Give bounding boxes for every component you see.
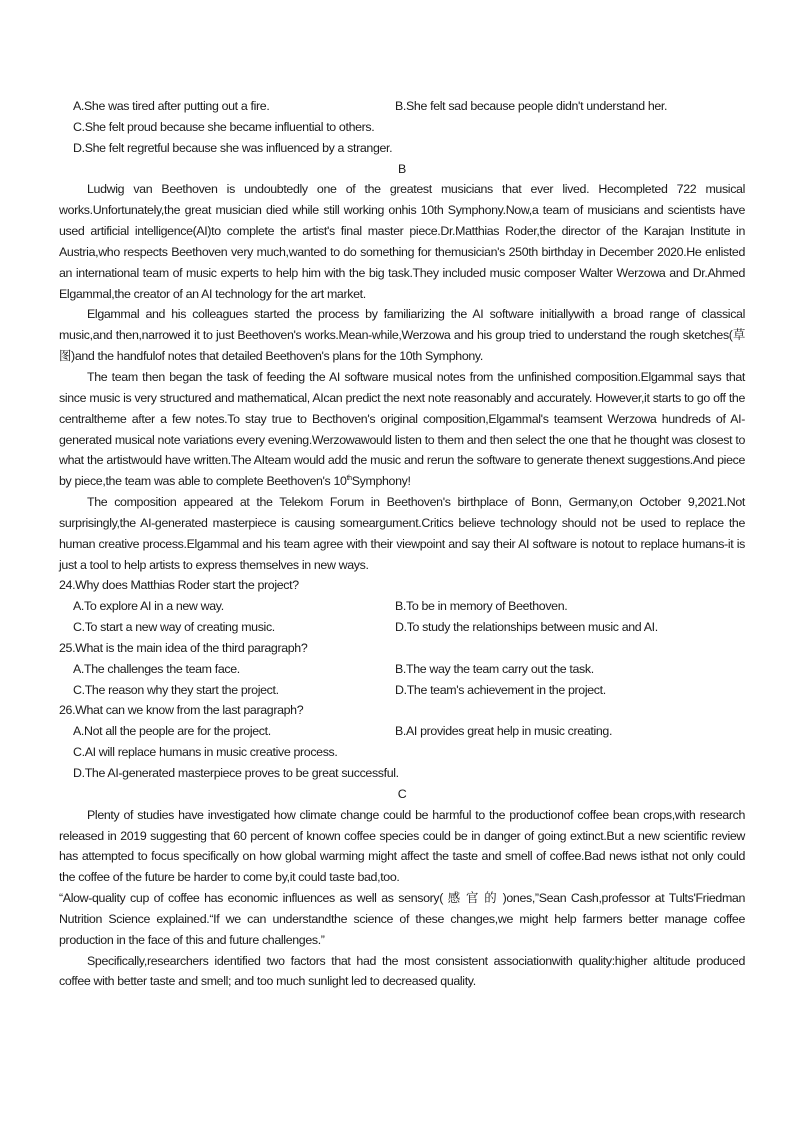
section-b-paragraph-1: Ludwig van Beethoven is undoubtedly one of the greatest musicians that ever lived. Hecompleted 722 musical works.Unfortunately,the great musician died while still working onhis 10th Symphony.Now,a team of musicians and scientists have used artificial intelligence(AI)to complete the artist's final master piece.Dr.Matthias Roder,the director of the Karajan Institute in Austria,who respects Beethoven very much,wanted to do something for themusician's 250th birthday in December 2020.He enlisted an international team of music experts to help him with the big task.They included music composer Walter Werzowa and Dr.Ahmed Elgammal,the creator of an AI technology for the art market. bbox=[59, 182, 745, 301]
question-25-option-b[interactable]: B.The way the team carry out the task. bbox=[395, 661, 594, 676]
prev-option-a: A.She was tired after putting out a fire. bbox=[73, 99, 270, 113]
question-25-options-row-2 bbox=[59, 680, 745, 701]
question-24-option-c[interactable]: C.To start a new way of creating music. bbox=[73, 620, 275, 635]
section-b-paragraph-3-tail: Symphony! bbox=[351, 474, 411, 489]
question-25-stem: 25.What is the main idea of the third paragraph? bbox=[59, 640, 308, 655]
section-b-paragraph-2: Elgammal and his colleagues started the process by familiarizing the AI software initiallywith a broad range of classical music,and then,narrowed it to just Beethoven's works.Mean-while,Werzowa and his group tried to understand the rough sketches(草图)and the handfulof notes that detailed Beethoven's plans for the 10th Symphony. bbox=[59, 307, 745, 364]
section-c-paragraph-2: “Alow-quality cup of coffee has economic influences as well as sensory( 感 官 的 )ones,”Sean Cash,professor at Tults'Friedman Nutrition Science explained.“If we can understandthe science of these changes,we might help farmers better manage coffee production in the face of this and future challenges.” bbox=[59, 891, 745, 947]
prev-option-c: C.She felt proud because she became influential to others. bbox=[73, 119, 375, 134]
question-24-option-d[interactable]: D.To study the relationships between music and AI. bbox=[395, 620, 658, 635]
question-26-options-row-1 bbox=[59, 721, 745, 742]
prev-option-d: D.She felt regretful because she was influenced by a stranger. bbox=[73, 140, 393, 155]
question-24-option-a[interactable]: A.To explore AI in a new way. bbox=[73, 599, 224, 614]
section-b-paragraph-3-text: The team then began the task of feeding the AI software musical notes from the unfinished composition.Elgammal says that since music is very structured and mathematical, AIcan predict the next note reasonably and accurately. However,it starts to go off the centraltheme after a few notes.To stay true to Becthoven's original composition,Elgammal's teamsent Werzowa hundreds of AI-generated musical note variations every evening.Werzowawould listen to them and then select the one that he thought was closest to what the artistwould have written.The AIteam would add the music and rerun the software to generate thenext suggestions.And piece by piece,the team was able to complete Beethoven's 10 bbox=[59, 369, 745, 489]
section-b-heading: B bbox=[398, 161, 406, 176]
question-26-stem: 26.What can we know from the last paragraph? bbox=[59, 703, 304, 718]
section-b-paragraph-4: The composition appeared at the Telekom Forum in Beethoven's birthplace of Bonn, Germany,on October 9,2021.Not surprisingly,the AI-generated masterpiece is causing someargument.Critics believe technology should not be used to replace the human creative process.Elgammal and his team agree with their viewpoint and say their AI software is notout to replace humans-it is just a tool to help artists to express themselves in new ways. bbox=[59, 495, 745, 572]
question-24-option-b[interactable]: B.To be in memory of Beethoven. bbox=[395, 599, 568, 614]
question-26-option-d[interactable]: D.The AI-generated masterpiece proves to be great successful. bbox=[73, 766, 399, 780]
superscript-th: th bbox=[346, 475, 352, 483]
question-26-option-a[interactable]: A.Not all the people are for the project. bbox=[73, 724, 271, 739]
question-26-option-b[interactable]: B.AI provides great help in music creating. bbox=[395, 724, 613, 739]
question-25-option-c[interactable]: C.The reason why they start the project. bbox=[73, 682, 279, 697]
question-25-option-d[interactable]: D.The team's achievement in the project. bbox=[395, 682, 606, 697]
section-b-paragraph-3 bbox=[59, 367, 745, 492]
section-c-paragraph-1: Plenty of studies have investigated how climate change could be harmful to the productionof coffee bean crops,with research released in 2019 suggesting that 60 percent of known coffee species could be in danger of going extinct.But a new scientific review has attempted to focus specifically on how global warming might affect the taste and smell of coffee.Bad news isthat not only could the coffee of the future be harder to come by,it could taste bad,too. bbox=[59, 807, 745, 885]
question-25-option-a[interactable]: A.The challenges the team face. bbox=[73, 661, 240, 676]
question-24-options-row-2 bbox=[59, 617, 745, 638]
exam-page bbox=[59, 96, 745, 992]
question-24-stem: 24.Why does Matthias Roder start the project? bbox=[59, 578, 299, 593]
prev-option-b: B.She felt sad because people didn't understand her. bbox=[395, 99, 668, 113]
question-25-options-row-1 bbox=[59, 659, 745, 680]
section-c-paragraph-3: Specifically,researchers identified two factors that had the most consistent associationwith quality:higher altitude produced coffee with better taste and smell; and too much sunlight led to decreased quality. bbox=[59, 953, 745, 989]
prev-options-row-1 bbox=[59, 96, 745, 117]
question-26-option-c[interactable]: C.AI will replace humans in music creative process. bbox=[73, 745, 338, 760]
section-c-heading: C bbox=[397, 786, 407, 801]
question-24-options-row-1 bbox=[59, 596, 745, 617]
